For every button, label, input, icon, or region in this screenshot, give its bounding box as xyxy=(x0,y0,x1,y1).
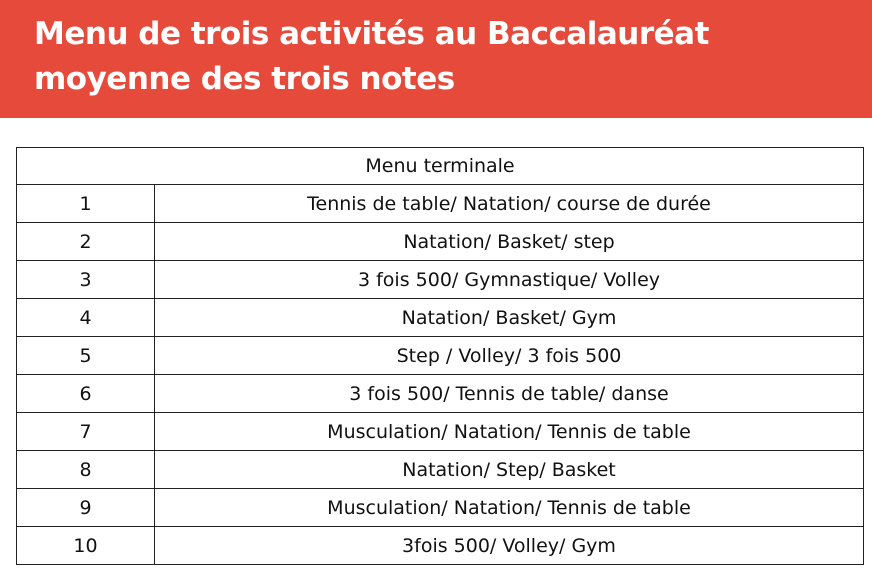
row-number: 3 xyxy=(17,261,155,299)
row-number: 9 xyxy=(17,489,155,527)
row-activities: 3fois 500/ Volley/ Gym xyxy=(155,527,864,565)
table-row xyxy=(17,375,864,413)
row-activities: Natation/ Step/ Basket xyxy=(155,451,864,489)
row-number: 2 xyxy=(17,223,155,261)
menu-table xyxy=(16,147,864,565)
table-row xyxy=(17,223,864,261)
row-number: 4 xyxy=(17,299,155,337)
row-activities: 3 fois 500/ Gymnastique/ Volley xyxy=(155,261,864,299)
row-number: 6 xyxy=(17,375,155,413)
row-activities: Musculation/ Natation/ Tennis de table xyxy=(155,413,864,451)
title-line-2: moyenne des trois notes xyxy=(34,61,455,97)
row-number: 10 xyxy=(17,527,155,565)
row-activities: Natation/ Basket/ Gym xyxy=(155,299,864,337)
table-row xyxy=(17,413,864,451)
table-row xyxy=(17,185,864,223)
table-row xyxy=(17,451,864,489)
row-activities: Musculation/ Natation/ Tennis de table xyxy=(155,489,864,527)
title-banner xyxy=(0,0,872,118)
title-line-1: Menu de trois activités au Baccalauréat xyxy=(34,16,709,52)
row-activities: 3 fois 500/ Tennis de table/ danse xyxy=(155,375,864,413)
table-row xyxy=(17,489,864,527)
row-number: 5 xyxy=(17,337,155,375)
row-number: 8 xyxy=(17,451,155,489)
row-activities: Tennis de table/ Natation/ course de durée xyxy=(155,185,864,223)
table-caption: Menu terminale xyxy=(17,148,864,185)
table-row xyxy=(17,299,864,337)
table-row xyxy=(17,527,864,565)
row-number: 7 xyxy=(17,413,155,451)
row-activities: Step / Volley/ 3 fois 500 xyxy=(155,337,864,375)
table-row xyxy=(17,261,864,299)
row-number: 1 xyxy=(17,185,155,223)
table-header-row xyxy=(17,148,864,185)
row-activities: Natation/ Basket/ step xyxy=(155,223,864,261)
table-row xyxy=(17,337,864,375)
page-title xyxy=(34,12,709,102)
